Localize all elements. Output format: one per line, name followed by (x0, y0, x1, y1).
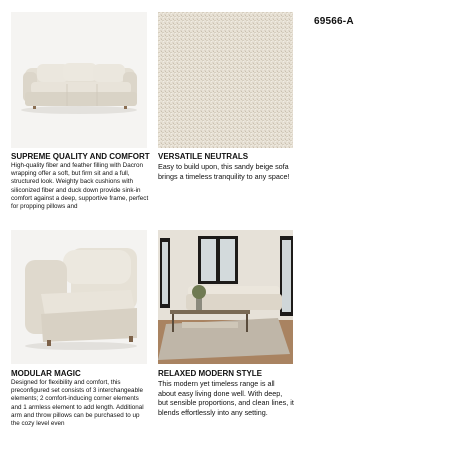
sofa-image (11, 12, 147, 148)
section-title-quality: SUPREME QUALITY AND COMFORT (11, 152, 150, 161)
section-body-style: This modern yet timeless range is all about easy living done well. With deep, but sensible proportions, and clean lines, it blends effortlessly into any setting. (158, 379, 294, 417)
section-body-neutrals: Easy to build upon, this sandy beige sofa brings a timeless tranquility to any space! (158, 162, 290, 181)
fabric-swatch-image (158, 12, 293, 148)
section-body-modular: Designed for flexibility and comfort, this preconfigured set consists of 3 interchangeable elements; 2 comfort-inducing corner elements and 1 armless element to add length. Additional arm and throw pillows can be purchased to up the cozy level even (11, 379, 144, 428)
living-room-image (158, 230, 293, 364)
section-title-neutrals: VERSATILE NEUTRALS (158, 152, 249, 161)
product-sku: 69566-A (314, 16, 354, 27)
section-body-quality: High-quality fiber and feather filling with Dacron wrapping offer a soft, but firm sit and a full, structured look. Weighty back cushions with siliconized fiber and duck down provide sink-in comfort against a deep, supportive frame, perfect for propping pillows and (11, 162, 149, 211)
section-title-modular: MODULAR MAGIC (11, 369, 81, 378)
corner-chair-image (11, 230, 147, 364)
section-title-style: RELAXED MODERN STYLE (158, 369, 263, 378)
